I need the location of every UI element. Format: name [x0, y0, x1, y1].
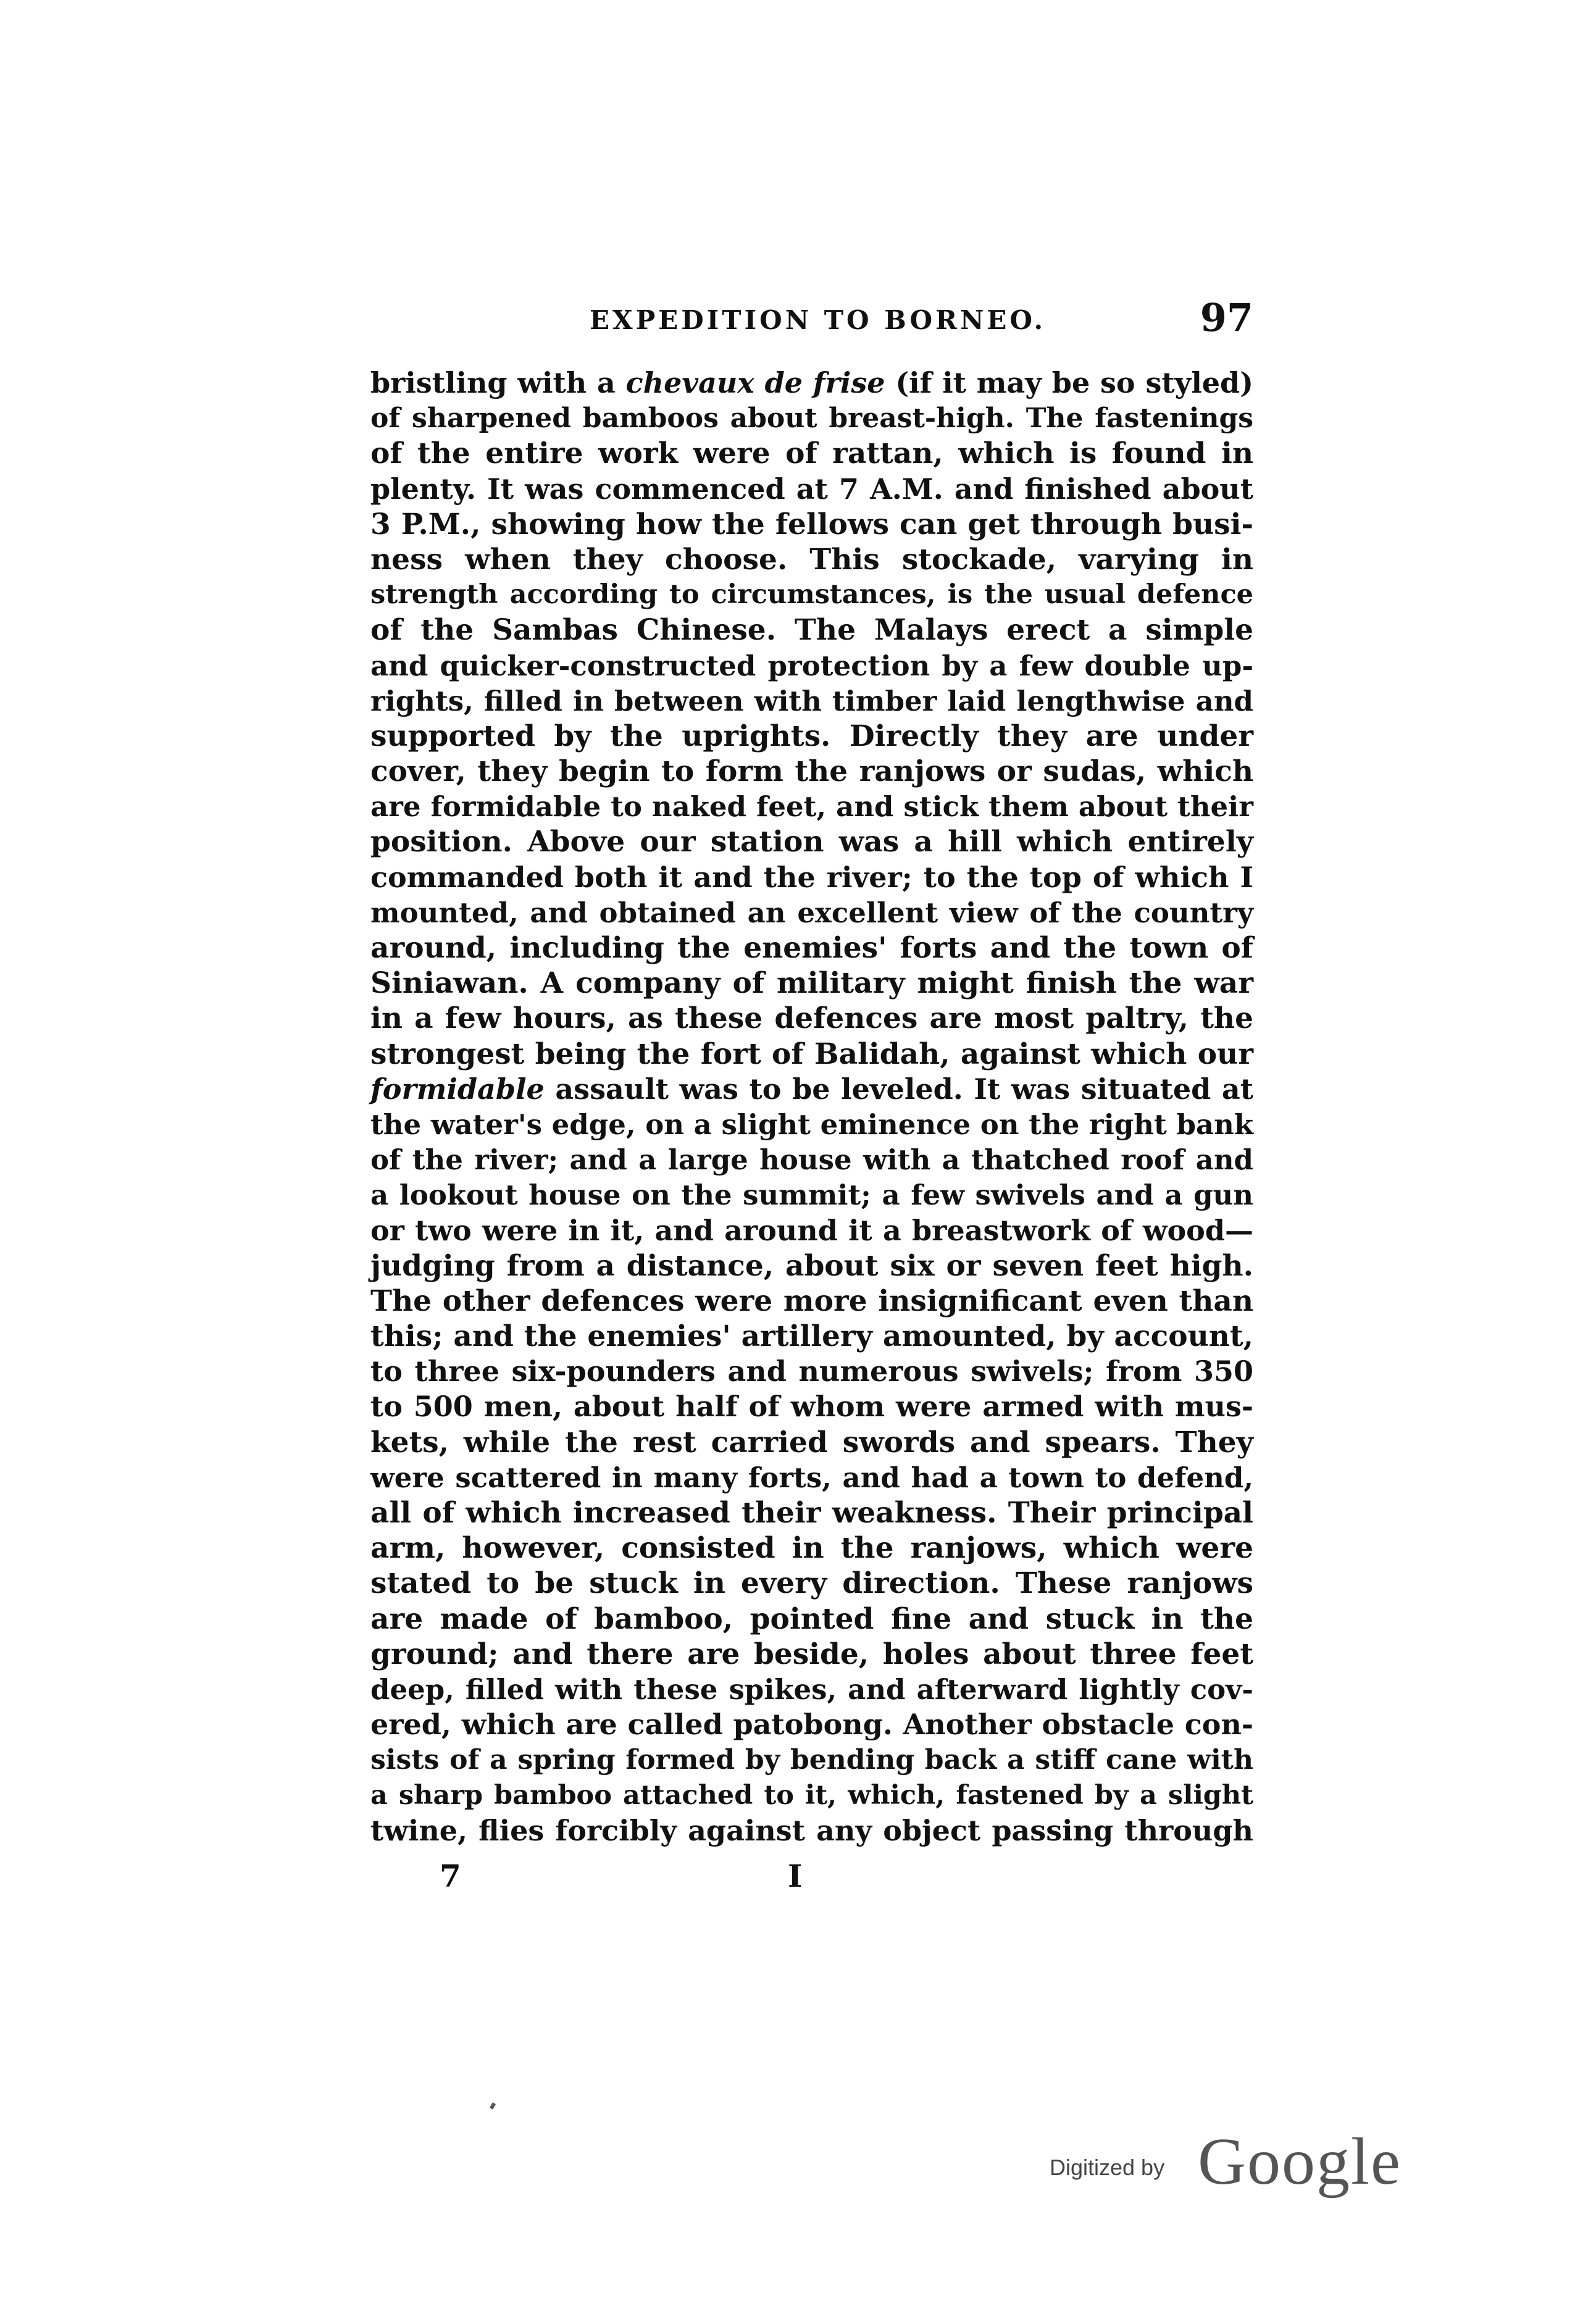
text-line-segment: The other defences were more insignificant even than: [370, 1284, 1253, 1318]
text-line: [370, 577, 1253, 612]
text-line: [370, 1072, 1253, 1107]
text-line-segment: or two were in it, and around it a breastwork of wood—: [370, 1213, 1253, 1247]
text-line-segment: of the Sambas Chinese. The Malays erect a simple: [370, 613, 1253, 648]
text-line-segment: the water's edge, on a slight eminence on the right bank: [370, 1108, 1253, 1141]
text-line-segment: were scattered in many forts, and had a town to defend,: [370, 1461, 1253, 1494]
text-line-segment: commanded both it and the river; to the top of which I: [370, 860, 1253, 894]
text-line: [370, 1460, 1253, 1495]
text-line: [370, 789, 1253, 824]
text-line-segment: are formidable to naked feet, and stick them about their: [370, 790, 1253, 824]
text-line: [370, 1354, 1253, 1389]
text-line-segment: of the river; and a large house with a thatched roof and: [370, 1143, 1253, 1177]
text-line-segment: around, including the enemies' forts and the town of: [370, 931, 1253, 965]
text-line: [370, 1531, 1253, 1566]
text-line: [370, 1495, 1253, 1531]
text-line-segment: assault was to be leveled. It was situated at: [544, 1072, 1253, 1106]
text-line: [370, 1602, 1253, 1637]
text-line-segment: sists of a spring formed by bending back a stiff cane with: [370, 1744, 1253, 1776]
text-line: [370, 1389, 1253, 1424]
text-line: [370, 648, 1253, 683]
text-line: [370, 542, 1253, 577]
text-line-segment: position. Above our station was a hill which entirely: [370, 825, 1253, 859]
text-line-segment: cover, they begin to form the ranjows or sudas, which: [370, 754, 1253, 789]
google-logo: Google: [1198, 2125, 1402, 2199]
text-line-segment: (if it may be so styled): [885, 366, 1253, 399]
signature-marks: [370, 1858, 1253, 1901]
page-number: 97: [1200, 295, 1253, 340]
text-line-segment: this; and the enemies' artillery amounted, by account,: [370, 1319, 1253, 1354]
text-line: [370, 1742, 1253, 1777]
signature-mark-right: I: [788, 1858, 803, 1894]
text-line-segment: a sharp bamboo attached to it, which, fastened by a slight: [370, 1779, 1253, 1811]
text-line-segment: judging from a distance, about six or seven feet high.: [370, 1248, 1253, 1283]
text-line-segment: in a few hours, as these defences are most paltry, the: [370, 1001, 1253, 1036]
text-line: [370, 436, 1253, 471]
text-line: [370, 1707, 1253, 1742]
text-line: [370, 612, 1253, 648]
text-line: [370, 824, 1253, 859]
text-line-segment: 3 P.M., showing how the fellows can get through busi-: [370, 507, 1253, 541]
text-line-segment: twine, flies forcibly against any object passing through: [370, 1813, 1253, 1847]
text-line: [370, 1637, 1253, 1672]
text-line: [370, 1284, 1253, 1319]
text-line-segment: bristling with a: [370, 366, 626, 399]
text-line: [370, 1107, 1253, 1142]
text-line: [370, 365, 1253, 401]
text-line: [370, 1813, 1253, 1848]
text-line-segment: of the entire work were of rattan, which is found in: [370, 436, 1253, 471]
text-line: [370, 507, 1253, 542]
text-line-segment: strength according to circumstances, is the usual defence: [370, 579, 1253, 611]
text-line: [370, 1566, 1253, 1601]
text-line: [370, 754, 1253, 789]
stray-ink-mark: [490, 2102, 496, 2110]
text-line-segment: strongest being the fort of Balidah, against which our: [370, 1037, 1253, 1071]
body-text: [370, 365, 1253, 1848]
text-line: [370, 1213, 1253, 1248]
text-line-segment: ground; and there are beside, holes about three feet: [370, 1637, 1253, 1671]
text-line-segment: ness when they choose. This stockade, varying in: [370, 542, 1253, 577]
text-line: [370, 1037, 1253, 1072]
text-line: [370, 966, 1253, 1001]
text-line: [370, 1319, 1253, 1354]
running-head: [370, 295, 1253, 345]
text-line: [370, 1001, 1253, 1036]
text-line: [370, 683, 1253, 719]
text-line: [370, 1248, 1253, 1284]
text-line: [370, 719, 1253, 754]
text-line-segment: deep, filled with these spikes, and afterward lightly cov-: [370, 1673, 1253, 1706]
text-line-segment: all of which increased their weakness. Their principal: [370, 1496, 1253, 1530]
text-line-segment: and quicker-constructed protection by a few double up-: [370, 649, 1253, 682]
text-line: [370, 401, 1253, 436]
running-title: EXPEDITION TO BORNEO.: [590, 305, 1047, 335]
text-line: [370, 860, 1253, 895]
text-line-segment: are made of bamboo, pointed fine and stuck in the: [370, 1602, 1253, 1636]
text-line: [370, 1177, 1253, 1213]
text-line-segment: arm, however, consisted in the ranjows, which were: [370, 1531, 1253, 1566]
text-line-segment: kets, while the rest carried swords and spears. They: [370, 1425, 1253, 1460]
text-line: [370, 930, 1253, 966]
text-line: [370, 1778, 1253, 1813]
text-line-segment: rights, filled in between with timber laid lengthwise and: [370, 684, 1253, 717]
text-line: [370, 895, 1253, 930]
text-line: [370, 1142, 1253, 1177]
watermark-prefix: Digitized by: [1050, 2155, 1165, 2180]
text-line-segment: ered, which are called patobong. Another obstacle con-: [370, 1708, 1253, 1742]
signature-mark-left: 7: [440, 1858, 461, 1894]
text-line: [370, 1425, 1253, 1460]
text-line-segment: supported by the uprights. Directly they are under: [370, 719, 1253, 753]
text-line-segment: a lookout house on the summit; a few swivels and a gun: [370, 1179, 1253, 1212]
text-line-segment: plenty. It was commenced at 7 A.M. and finished about: [370, 472, 1253, 506]
text-line: [370, 472, 1253, 507]
text-line-segment: to three six-pounders and numerous swivels; from 350: [370, 1355, 1253, 1389]
text-line-segment: mounted, and obtained an excellent view of the country: [370, 896, 1253, 929]
text-line-segment: to 500 men, about half of whom were armed with mus-: [370, 1390, 1253, 1424]
italic-phrase: chevaux de frise: [625, 366, 885, 399]
text-line-segment: of sharpened bamboos about breast-high. The fastenings: [370, 403, 1253, 435]
text-line: [370, 1672, 1253, 1707]
italic-phrase: formidable: [370, 1072, 545, 1106]
text-line-segment: stated to be stuck in every direction. These ranjows: [370, 1566, 1253, 1601]
text-line-segment: Siniawan. A company of military might finish the war: [370, 966, 1253, 1001]
